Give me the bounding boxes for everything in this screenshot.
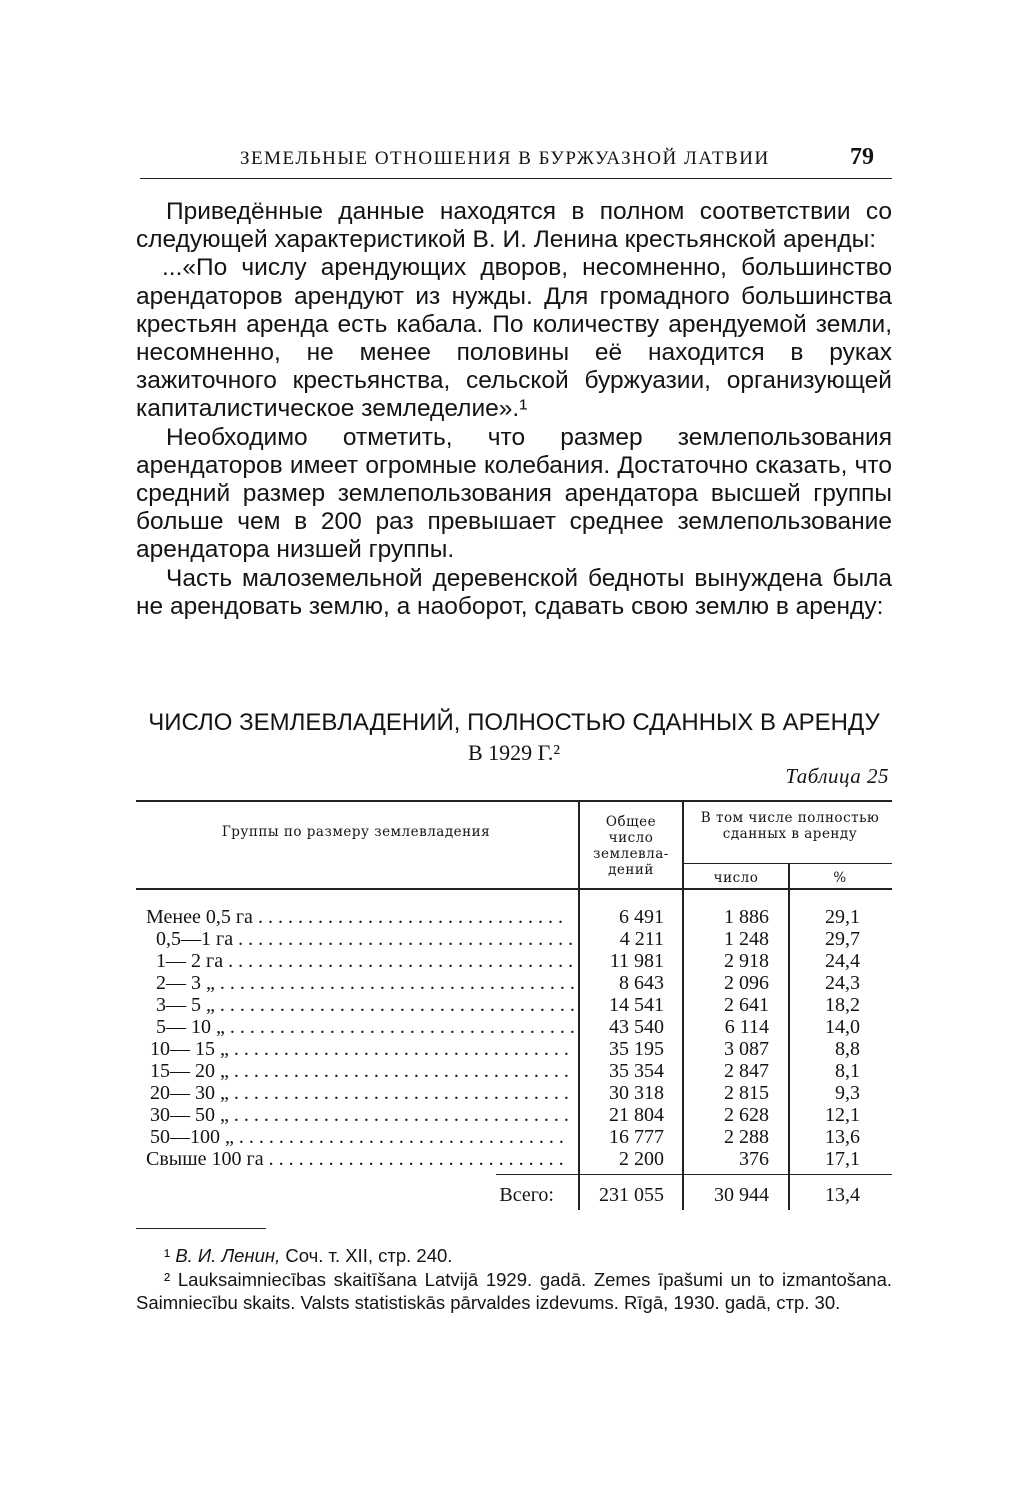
row-leased: 1 248 [724, 928, 769, 950]
header-of-which: В том числе полностью сданных в аренду [700, 810, 880, 842]
row-leased: 2 288 [724, 1126, 769, 1148]
table-row [136, 1104, 892, 1126]
footnote-1 [136, 1244, 892, 1268]
totals-rule [496, 1174, 892, 1175]
row-leased: 2 096 [724, 972, 769, 994]
footnote-2-mark: ² [164, 1268, 171, 1290]
row-percent: 24,4 [825, 950, 860, 972]
body-text [136, 198, 892, 621]
row-group: 10— 15 „ . . . [150, 1038, 570, 1060]
header-groups: Группы по размеру землевладения [221, 824, 491, 840]
row-leased: 2 628 [724, 1104, 769, 1126]
header-number: число [713, 870, 759, 886]
footnotes [136, 1244, 892, 1315]
row-total: 43 540 [609, 1016, 664, 1038]
footnote-1-mark: ¹ [164, 1245, 171, 1266]
running-header [140, 144, 892, 179]
row-leased: 1 886 [724, 906, 769, 928]
page-number: 79 [850, 144, 874, 170]
table-row [136, 1082, 892, 1104]
header-total: Общее число землевла-дений [593, 814, 669, 878]
table-row [136, 950, 892, 972]
table-top-rule [136, 800, 892, 802]
data-table [136, 800, 892, 1215]
row-group: 20— 30 „ . . . [150, 1082, 570, 1104]
row-total: 21 804 [609, 1104, 664, 1126]
table-row [136, 1126, 892, 1148]
row-total: 4 211 [619, 928, 664, 950]
row-total: 11 981 [609, 950, 664, 972]
row-group: 1— 2 га . . . [156, 950, 576, 972]
table-row [136, 972, 892, 994]
totals-row [136, 1184, 892, 1206]
table-row [136, 1038, 892, 1060]
footnote-2 [136, 1268, 892, 1315]
row-group: 0,5—1 га . . . [156, 928, 576, 950]
row-percent: 13,6 [825, 1126, 860, 1148]
row-percent: 18,2 [825, 994, 860, 1016]
row-group: 3— 5 „ . . . [156, 994, 576, 1016]
row-total: 16 777 [609, 1126, 664, 1148]
table-title [136, 708, 892, 768]
table-row [136, 994, 892, 1016]
row-group: 5— 10 „ . . . [156, 1016, 576, 1038]
footnote-separator [136, 1228, 266, 1229]
table-row [136, 1148, 892, 1170]
row-total: 14 541 [609, 994, 664, 1016]
running-title: ЗЕМЕЛЬНЫЕ ОТНОШЕНИЯ В БУРЖУАЗНОЙ ЛАТВИИ [240, 148, 770, 169]
paragraph-2: Необходимо отметить, что размер землепользования арендаторов имеет огромные колебания. Достаточно сказать, что средний размер землепользования арендатора высшей группы больше чем в 200 раз превышает среднее землепользование арендатора низшей группы. [136, 423, 892, 564]
table-title-line-1: ЧИСЛО ЗЕМЛЕВЛАДЕНИЙ, ПОЛНОСТЬЮ СДАННЫХ В АРЕНДУ [148, 709, 880, 736]
row-total: 35 354 [609, 1060, 664, 1082]
row-group: 30— 50 „ . . . [150, 1104, 570, 1126]
header-percent: % [833, 870, 847, 886]
row-total: 6 491 [619, 906, 664, 928]
footnote-1-author: В. И. Ленин, [175, 1245, 281, 1266]
table-title-line-2: В 1929 Г.² [467, 740, 560, 765]
table-row [136, 906, 892, 928]
row-leased: 3 087 [724, 1038, 769, 1060]
row-leased: 6 114 [724, 1016, 769, 1038]
row-group: 2— 3 „ . . . [156, 972, 576, 994]
totals-leased: 30 944 [714, 1184, 769, 1206]
row-leased: 2 918 [724, 950, 769, 972]
footnote-2-text: Lauksaimniecības skaitīšana Latvijā 1929. gadā. Zemes īpašumi un to izmantošana. Saimniecību skaits. Valsts statistiskās pārvaldes izdevums. Rīgā, 1930. gadā, стр. 30. [136, 1268, 892, 1313]
lenin-quote: ...«По числу арендующих дворов, несомненно, большинство арендаторов арендуют из нужды. Для громадного большинства крестьян аренда есть кабала. По количеству арендуемой земли, несомненно, не менее половины её находится в руках зажиточного крестьянства, сельской буржуазии, организующей капиталистическое земледелие».¹ [136, 254, 892, 423]
table-label: Таблица 25 [785, 764, 889, 788]
paragraph-3: Часть малоземельной деревенской бедноты вынуждена была не арендовать землю, а наоборот, сдавать свою землю в аренду: [136, 564, 892, 620]
row-percent: 12,1 [825, 1104, 860, 1126]
row-percent: 29,1 [825, 906, 860, 928]
row-group: 50—100 „ . . . [150, 1126, 570, 1148]
paragraph-1: Приведённые данные находятся в полном соответствии со следующей характеристикой В. И. Ленина крестьянской аренды: [136, 198, 892, 254]
totals-label: Всего: [499, 1184, 554, 1206]
row-leased: 2 641 [724, 994, 769, 1016]
row-percent: 8,8 [835, 1038, 860, 1060]
table-row [136, 1060, 892, 1082]
row-total: 8 643 [619, 972, 664, 994]
row-total: 35 195 [609, 1038, 664, 1060]
row-percent: 29,7 [825, 928, 860, 950]
row-percent: 8,1 [835, 1060, 860, 1082]
row-leased: 2 847 [724, 1060, 769, 1082]
row-total: 2 200 [619, 1148, 664, 1170]
subheader-rule [682, 863, 892, 864]
row-group: Менее 0,5 га . . . [146, 906, 566, 928]
row-percent: 17,1 [825, 1148, 860, 1170]
row-leased: 376 [739, 1148, 769, 1170]
footnote-1-text: Соч. т. XII, стр. 240. [285, 1245, 453, 1266]
table-row [136, 928, 892, 950]
row-group: Свыше 100 га . . . [146, 1148, 566, 1170]
row-group: 15— 20 „ . . . [150, 1060, 570, 1082]
row-total: 30 318 [609, 1082, 664, 1104]
totals-total: 231 055 [599, 1184, 664, 1206]
row-percent: 24,3 [825, 972, 860, 994]
row-leased: 2 815 [724, 1082, 769, 1104]
totals-percent: 13,4 [825, 1184, 860, 1206]
row-percent: 14,0 [825, 1016, 860, 1038]
row-percent: 9,3 [835, 1082, 860, 1104]
header-bottom-rule [136, 888, 892, 890]
table-row [136, 1016, 892, 1038]
